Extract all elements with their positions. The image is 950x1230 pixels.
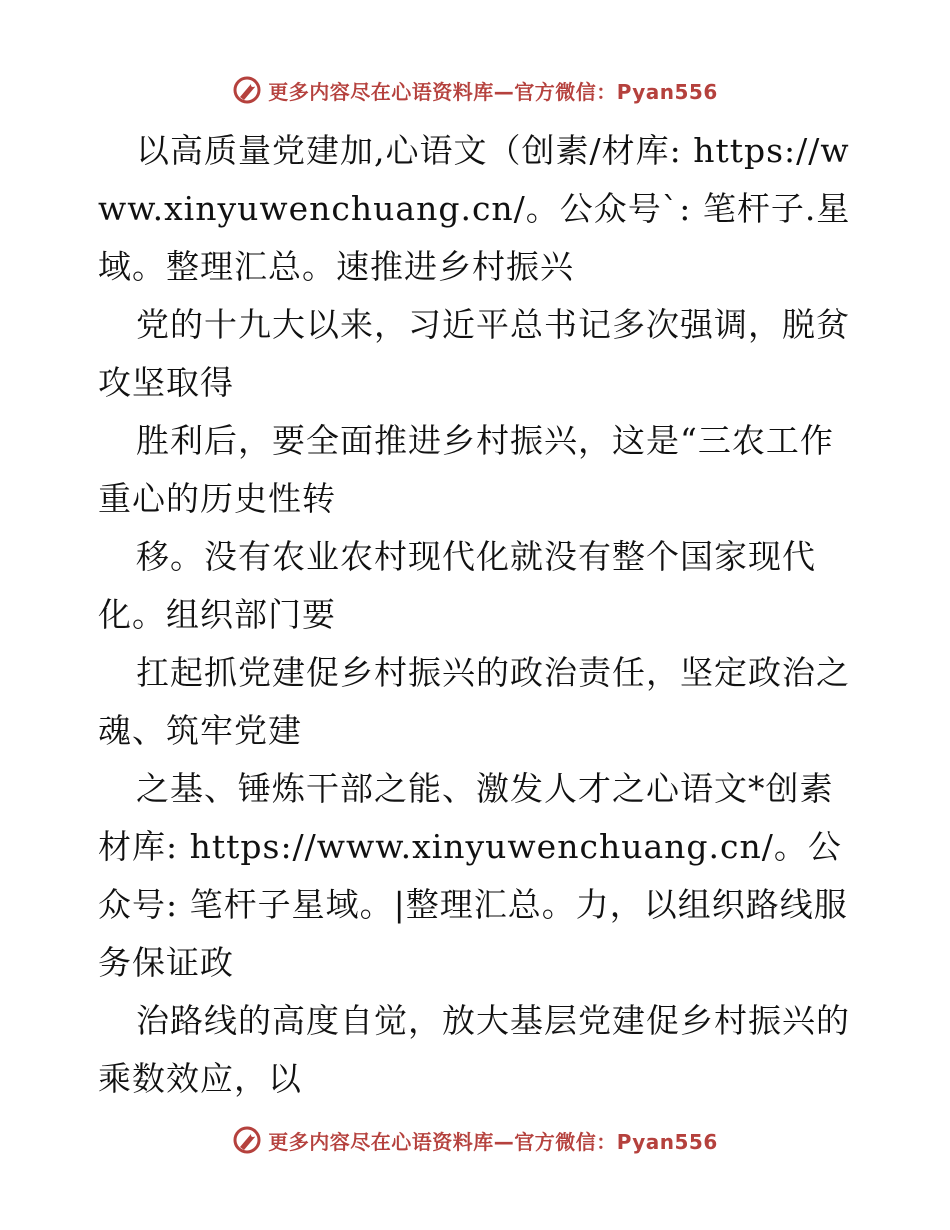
footer-watermark-banner bbox=[0, 1120, 950, 1160]
paragraph: 扛起抓党建促乡村振兴的政治责任，坚定政治之魂、筑牢党建 bbox=[98, 653, 850, 750]
paragraph: 治路线的高度自觉，放大基层党建促乡村振兴的乘数效应，以 bbox=[98, 1001, 850, 1098]
watermark-text: 更多内容尽在心语资料库—官方微信：Pyan556 bbox=[268, 1129, 718, 1154]
document-body bbox=[98, 122, 854, 1108]
paragraph: 之基、锤炼干部之能、激发人才之心语文*创素材库: https://www.xinyuwenchuang.cn/。公众号: 笔杆子星域。|整理汇总。力，以组织路线服务保证政 bbox=[98, 769, 848, 982]
pen-nib-logo-icon bbox=[232, 75, 262, 105]
header-watermark-banner bbox=[0, 70, 950, 110]
paragraph: 胜利后，要全面推进乡村振兴，这是“三农工作重心的历史性转 bbox=[98, 421, 834, 518]
paragraph: 移。没有农业农村现代化就没有整个国家现代化。组织部门要 bbox=[98, 537, 816, 634]
paragraph: 党的十九大以来，习近平总书记多次强调，脱贫攻坚取得 bbox=[98, 305, 850, 402]
pen-nib-logo-icon bbox=[232, 1125, 262, 1155]
watermark-text: 更多内容尽在心语资料库—官方微信：Pyan556 bbox=[268, 79, 718, 104]
paragraph: 以高质量党建加,心语文（创素/材库: https://www.xinyuwenchuang.cn/。公众号`: 笔杆子.星域。整理汇总。速推进乡村振兴 bbox=[98, 131, 851, 286]
